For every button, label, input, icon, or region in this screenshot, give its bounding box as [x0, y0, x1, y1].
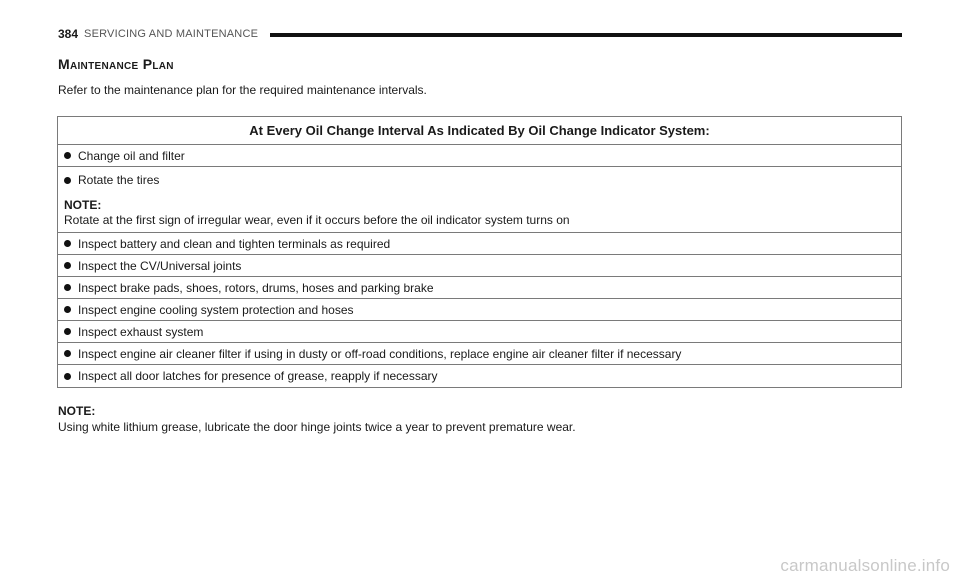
table-row-with-note — [58, 167, 901, 233]
table-row — [58, 255, 901, 277]
intro-text: Refer to the maintenance plan for the required maintenance intervals. — [58, 83, 427, 97]
table-row — [58, 343, 901, 365]
bullet-icon — [64, 350, 71, 357]
row-text: Inspect brake pads, shoes, rotors, drums, hoses and parking brake — [78, 280, 434, 295]
row-text: Inspect all door latches for presence of grease, reapply if necessary — [78, 369, 438, 383]
row-text: Inspect engine cooling system protection and hoses — [78, 302, 354, 317]
tire-note-label: NOTE: — [64, 198, 102, 212]
table-row — [58, 145, 901, 167]
bullet-icon — [64, 373, 71, 380]
bullet-icon — [64, 262, 71, 269]
row-text: Rotate the tires — [78, 173, 160, 187]
row-text: Inspect battery and clean and tighten terminals as required — [78, 236, 391, 251]
bullet-icon — [64, 240, 71, 247]
bullet-icon — [64, 306, 71, 313]
row-text: Inspect the CV/Universal joints — [78, 258, 242, 273]
bullet-icon — [64, 177, 71, 184]
page-title: Maintenance Plan — [58, 56, 174, 72]
page-number: 384 — [58, 27, 79, 41]
page-header — [58, 26, 902, 42]
table-row — [58, 321, 901, 343]
table-heading: At Every Oil Change Interval As Indicated By Oil Change Indicator System: — [58, 117, 901, 145]
table-row — [58, 233, 901, 255]
row-text: Inspect exhaust system — [78, 324, 204, 339]
bottom-note-label: NOTE: — [58, 404, 96, 418]
header-rule — [270, 33, 902, 37]
row-text: Inspect engine air cleaner filter if using in dusty or off-road conditions, replace engine air cleaner filter if necessary — [78, 346, 682, 361]
table-row — [58, 365, 901, 387]
bullet-icon — [64, 284, 71, 291]
bottom-note-text: Using white lithium grease, lubricate the door hinge joints twice a year to prevent premature wear. — [58, 420, 576, 434]
maintenance-plan-table — [57, 116, 902, 388]
table-row — [58, 277, 901, 299]
bullet-icon — [64, 328, 71, 335]
bullet-icon — [64, 152, 71, 159]
tire-note-text: Rotate at the first sign of irregular wear, even if it occurs before the oil indicator system turns on — [64, 213, 570, 227]
watermark: carmanualsonline.info — [780, 556, 950, 575]
section-title-header: SERVICING AND MAINTENANCE — [84, 28, 259, 40]
row-text: Change oil and filter — [78, 148, 185, 163]
table-row — [58, 299, 901, 321]
